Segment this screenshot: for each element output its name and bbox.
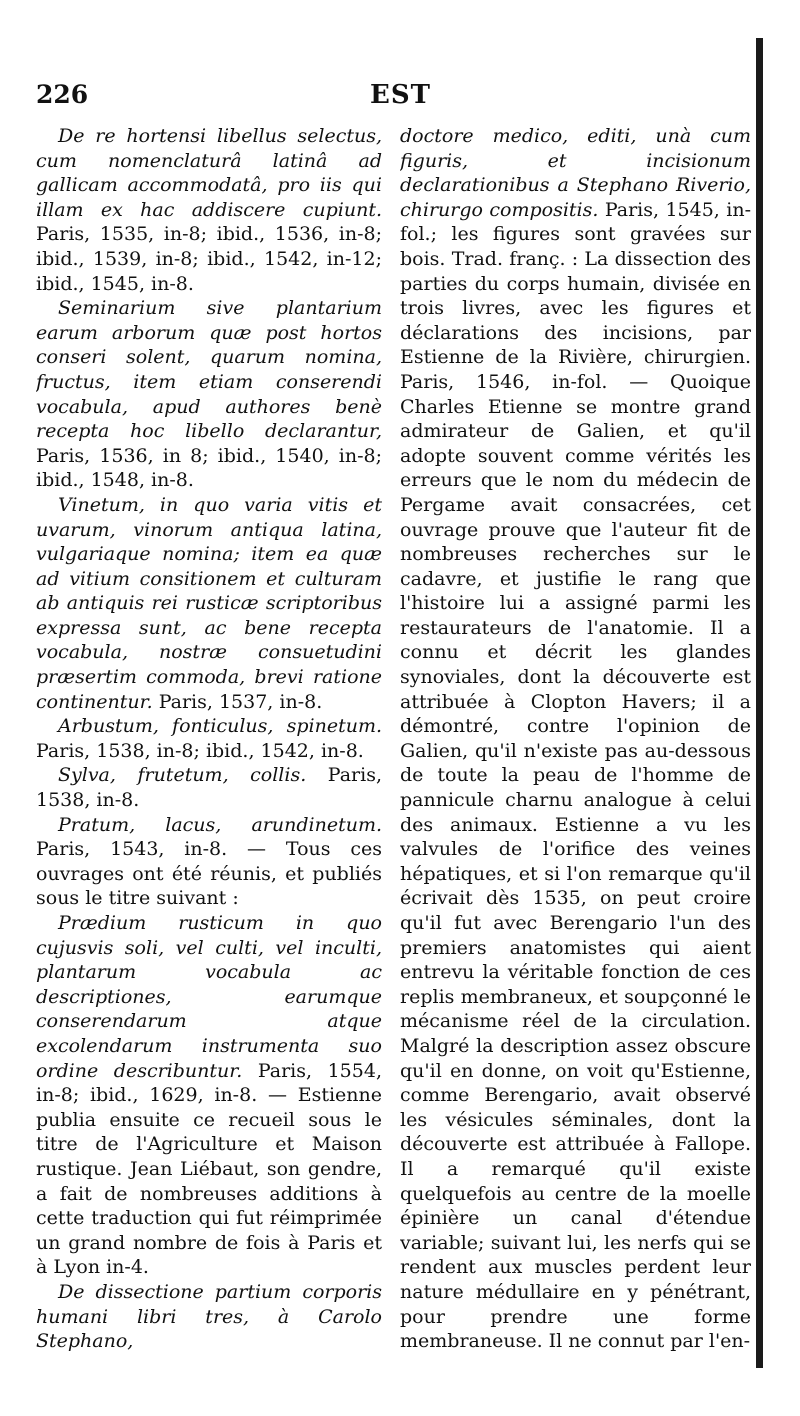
work-title: Prædium rusticum in quo cujusvis soli, vel culti, vel inculti, plantarum vocabula ac descriptiones, earumque conserendarum atque excolendarum instrumenta suo ordine describuntur.	[36, 912, 382, 1082]
publication-details: Paris, 1536, in 8; ibid., 1540, in-8; ibid., 1548, in-8.	[36, 444, 382, 492]
work-title: Arbustum, fonticulus, spinetum.	[58, 715, 382, 738]
publication-details: Paris, 1538, in-8; ibid., 1542, in-8.	[36, 739, 364, 762]
work-title: Seminarium sive plantarium earum arborum quæ post hortos conseri solent, quarum nomina, fructus, item etiam conserendi vocabula, apud authores benè recepta hoc libello declarantur,	[36, 297, 382, 443]
work-title: Pratum, lacus, arundinetum.	[58, 813, 382, 836]
bibliography-entry	[36, 124, 382, 296]
page-number: 226	[36, 80, 89, 109]
running-head: EST	[370, 80, 431, 110]
work-title: De dissectione partium corporis humani libri tres, à Carolo Stephano,	[36, 1280, 382, 1353]
publication-details: Paris, 1554, in-8; ibid., 1629, in-8. — Estienne publia ensuite ce recueil sous le titre de l'Agriculture et Maison rustique. Jean Liébaut, son gendre, a fait de nombreuses additions à cette traduction qui fut réimprimée un grand nombre de fois à Paris et à Lyon in-4.	[36, 1059, 382, 1279]
bibliography-entry	[36, 714, 382, 763]
bibliography-entry	[36, 296, 382, 493]
bibliography-entry	[36, 813, 382, 911]
bibliography-entry	[36, 763, 382, 812]
bibliography-entry-continued	[400, 124, 751, 1354]
right-column	[400, 124, 751, 1414]
left-column	[36, 124, 382, 1414]
work-title: Vinetum, in quo varia vitis et uvarum, vinorum antiqua latina, vulgariaque nomina; item ea quæ ad vitium consitionem et culturam ab antiquis rei rusticæ scriptoribus expressa sunt, ac bene recepta vocabula, nostræ consuetudini præsertim commoda, brevi ratione continentur.	[36, 493, 382, 713]
work-title: Sylva, frutetum, collis.	[58, 764, 307, 787]
publication-details: Paris, 1538, in-8.	[36, 764, 382, 812]
work-title: doctore medico, editi, unà cum figuris, et incisionum declarationibus a Stephano Riverio, chirurgo compositis.	[400, 125, 751, 221]
bibliography-entry	[36, 1280, 382, 1354]
publication-details: Paris, 1543, in-8. — Tous ces ouvrages ont été réunis, et publiés sous le titre suivant :	[36, 838, 382, 910]
publication-details: Paris, 1537, in-8.	[152, 690, 323, 713]
bibliography-entry	[36, 493, 382, 714]
page-edge-shadow	[756, 38, 763, 1368]
publication-details: Paris, 1545, in-fol.; les figures sont gravées sur bois. Trad. franç. : La dissection des parties du corps humain, divisée en trois livres, avec les figures et déclarations des incisions, par Estienne de la Rivière, chirurgien. Paris, 1546, in-fol. — Quoique Charles Etienne se montre grand admirateur de Galien, et qu'il adopte souvent comme vérités les erreurs que le nom du médecin de Pergame avait consacrées, cet ouvrage prouve que l'auteur fit de nombreuses recherches sur le cadavre, et justifie le rang que l'histoire lui a assigné parmi les restaurateurs de l'anatomie. Il a connu et décrit les glandes synoviales, dont la découverte est attribuée à Clopton Havers; il a démontré, contre l'opinion de Galien, qu'il n'existe pas au-dessous de toute la peau de l'homme de pannicule charnu analogue à celui des animaux. Estienne a vu les valvules de l'orifice des veines hépatiques, et si l'on remarque qu'il écrivait dès 1535, on peut croire qu'il fut avec Berengario l'un des premiers anatomistes qui aient entrevu la véritable fonction de ces replis membraneux, et soupçonné le mécanisme réel de la circulation. Malgré la description assez obscure qu'il en donne, on voit qu'Estienne, comme Berengario, avait observé les vésicules séminales, dont la découverte est attribuée à Fallope. Il a remarqué qu'il existe quelquefois au centre de la moelle épinière un canal d'étendue variable; suivant lui, les nerfs qui se rendent aux muscles perdent leur nature médullaire en y pénétrant, pour prendre une forme membraneuse. Il ne connut par l'en-	[400, 198, 751, 1353]
work-title: De re hortensi libellus selectus, cum nomenclaturâ latinâ ad gallicam accommodatâ, pro iis qui illam ex hac addiscere cupiunt.	[36, 125, 382, 221]
bibliography-entry	[36, 911, 382, 1280]
publication-details: Paris, 1535, in-8; ibid., 1536, in-8; ibid., 1539, in-8; ibid., 1542, in-12; ibid., 1545, in-8.	[36, 223, 382, 295]
